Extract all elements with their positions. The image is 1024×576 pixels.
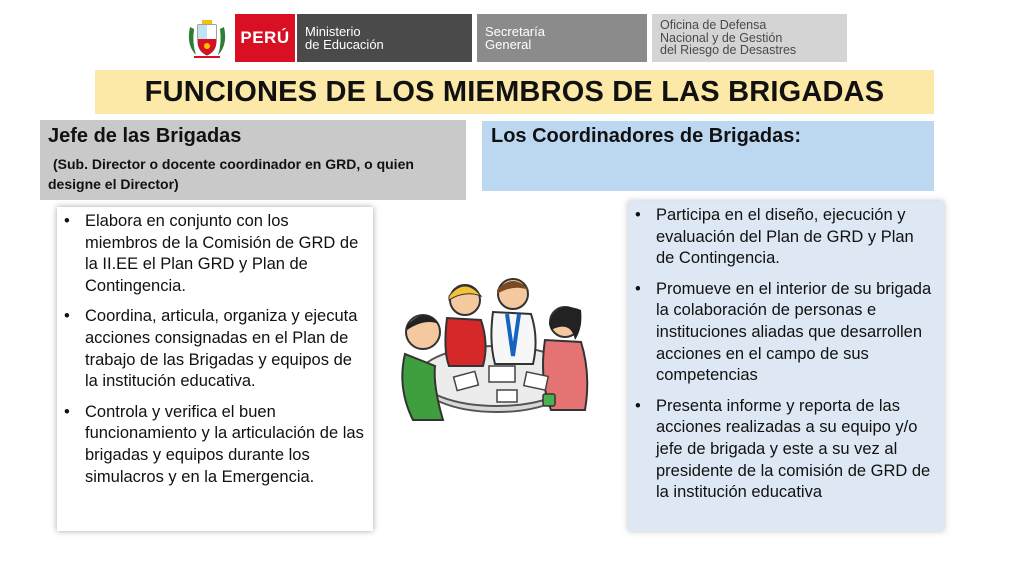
secretaria-line-1: Secretaría xyxy=(485,24,545,39)
slide-title: FUNCIONES DE LOS MIEMBROS DE LAS BRIGADAS xyxy=(95,70,934,114)
ministerio-line-1: Ministerio xyxy=(305,24,361,39)
jefe-title: Jefe de las Brigadas xyxy=(48,125,242,147)
secretaria-line-2: General xyxy=(485,37,532,52)
list-item: • Promueve en el interior de su brigada la colaboración de personas e instituciones aliadas que desarrollen acciones en el campo de sus competencias xyxy=(656,279,936,387)
oficina-line-1: Oficina de Defensa xyxy=(660,18,767,33)
list-item: • Elabora en conjunto con los miembros de la Comisión de GRD de la II.EE el Plan GRD y Plan de Contingencia. xyxy=(85,211,365,297)
coordinadores-title: Los Coordinadores de Brigadas: xyxy=(491,125,802,147)
ministerio-line-2: de Educación xyxy=(305,37,384,52)
oficina-line-2: Nacional y de Gestión xyxy=(660,30,783,45)
peru-logo: PERÚ xyxy=(235,14,295,62)
people-meeting-icon xyxy=(385,270,607,442)
government-header xyxy=(183,14,847,62)
coordinadores-functions-list xyxy=(628,205,936,504)
jefe-functions-list xyxy=(57,211,365,488)
ministerio-educacion-logo xyxy=(297,14,472,62)
jefe-subtitle: (Sub. Director o docente coordinador en GRD, o quien designe el Director) xyxy=(48,156,414,192)
coordinadores-header-box xyxy=(482,121,934,191)
list-item: • Coordina, articula, organiza y ejecuta acciones consignadas en el Plan de trabajo de las Brigadas y equipos de la institución educativa. xyxy=(85,306,365,392)
secretaria-general-logo xyxy=(477,14,647,62)
jefe-header-box xyxy=(40,120,466,200)
list-item: • Controla y verifica el buen funcionamiento y la articulación de las brigadas y equipos durante los simulacros y en la Emergencia. xyxy=(85,402,365,488)
jefe-functions-card xyxy=(57,207,373,531)
list-item: • Participa en el diseño, ejecución y evaluación del Plan de GRD y Plan de Contingencia. xyxy=(656,205,936,270)
coordinadores-functions-card xyxy=(628,201,944,531)
oficina-line-3: del Riesgo de Desastres xyxy=(660,43,797,58)
list-item: • Presenta informe y reporta de las acciones realizadas a su equipo y/o jefe de brigada y este a su vez al presidente de la comisión de GRD de la institución educativa xyxy=(656,396,936,504)
oficina-defensa-logo xyxy=(652,14,847,62)
peru-coat-of-arms-icon xyxy=(183,14,231,62)
